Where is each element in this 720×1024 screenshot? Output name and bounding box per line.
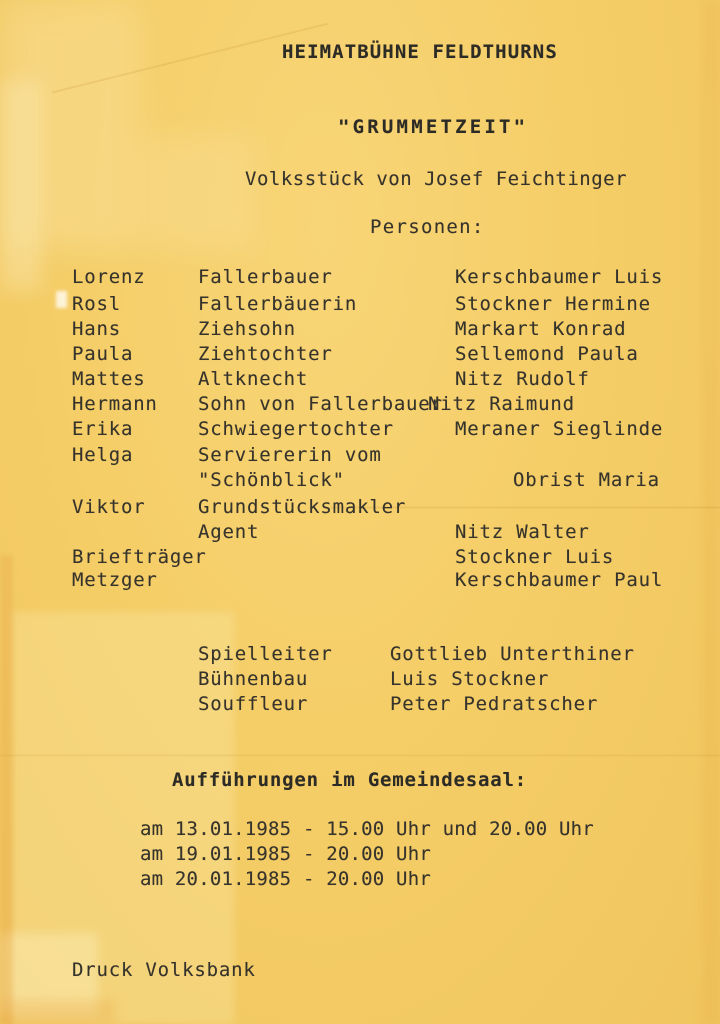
crew-name: Luis Stockner <box>390 668 550 690</box>
cast-actor: Kerschbaumer Luis <box>455 266 664 288</box>
cast-actor: Meraner Sieglinde <box>455 418 664 440</box>
cast-part: Grundstücksmakler <box>198 496 407 518</box>
cast-role: Mattes <box>72 368 146 390</box>
crew-role: Souffleur <box>198 693 309 715</box>
cast-role: Paula <box>72 343 134 365</box>
cast-part: Ziehsohn <box>198 318 296 340</box>
performances-heading: Aufführungen im Gemeindesaal: <box>172 769 527 791</box>
paper-light-patch <box>140 135 255 250</box>
crew-name: Peter Pedratscher <box>390 693 599 715</box>
paper-dark-edge <box>702 0 720 1024</box>
cast-actor: Nitz Walter <box>455 521 590 543</box>
cast-actor: Nitz Raimund <box>428 393 575 415</box>
performance-date: am 13.01.1985 - 15.00 Uhr und 20.00 Uhr <box>140 818 594 840</box>
cast-role: Metzger <box>72 569 158 591</box>
cast-part-line2: "Schönblick" <box>198 469 345 491</box>
cast-part: Fallerbauer <box>198 266 333 288</box>
cast-actor: Stockner Hermine <box>455 293 651 315</box>
cast-actor: Kerschbaumer Paul <box>455 569 664 591</box>
cast-part: Altknecht <box>198 368 309 390</box>
cast-role: Erika <box>72 418 134 440</box>
cast-role: Viktor <box>72 496 146 518</box>
company-name: HEIMATBÜHNE FELDTHURNS <box>282 41 558 63</box>
cast-part: Fallerbäuerin <box>198 293 358 315</box>
cast-part: Ziehtochter <box>198 343 333 365</box>
paper-dark-edge <box>0 1000 115 1024</box>
paper-light-patch <box>0 0 140 250</box>
play-subtitle: Volksstück von Josef Feichtinger <box>245 168 628 190</box>
cast-role: Hans <box>72 318 121 340</box>
cast-actor: Stockner Luis <box>455 546 615 568</box>
paper-crease <box>0 755 720 756</box>
play-title: "GRUMMETZEIT" <box>338 116 529 138</box>
cast-part-line2: Agent <box>198 521 260 543</box>
performance-date: am 20.01.1985 - 20.00 Uhr <box>140 868 431 890</box>
cast-role: Lorenz <box>72 266 146 288</box>
cast-part: Serviererin vom <box>198 444 382 466</box>
performance-date: am 19.01.1985 - 20.00 Uhr <box>140 843 431 865</box>
crew-role: Bühnenbau <box>198 668 309 690</box>
cast-part: Sohn von Fallerbauer <box>198 393 443 415</box>
crew-role: Spielleiter <box>198 643 333 665</box>
cast-actor: Sellemond Paula <box>455 343 639 365</box>
cast-role: Briefträger <box>72 546 207 568</box>
cast-actor: Markart Konrad <box>455 318 627 340</box>
paper-light-patch <box>0 80 42 290</box>
cast-role: Helga <box>72 444 134 466</box>
printer-credit: Druck Volksbank <box>72 959 256 981</box>
cast-part: Schwiegertochter <box>198 418 394 440</box>
cast-actor: Obrist Maria <box>513 469 660 491</box>
cast-role: Hermann <box>72 393 158 415</box>
paper-dark-edge <box>0 555 13 1024</box>
cast-role: Rosl <box>72 293 121 315</box>
cast-heading: Personen: <box>370 216 485 238</box>
paper-scuff <box>56 291 67 308</box>
crew-name: Gottlieb Unterthiner <box>390 643 635 665</box>
cast-actor: Nitz Rudolf <box>455 368 590 390</box>
